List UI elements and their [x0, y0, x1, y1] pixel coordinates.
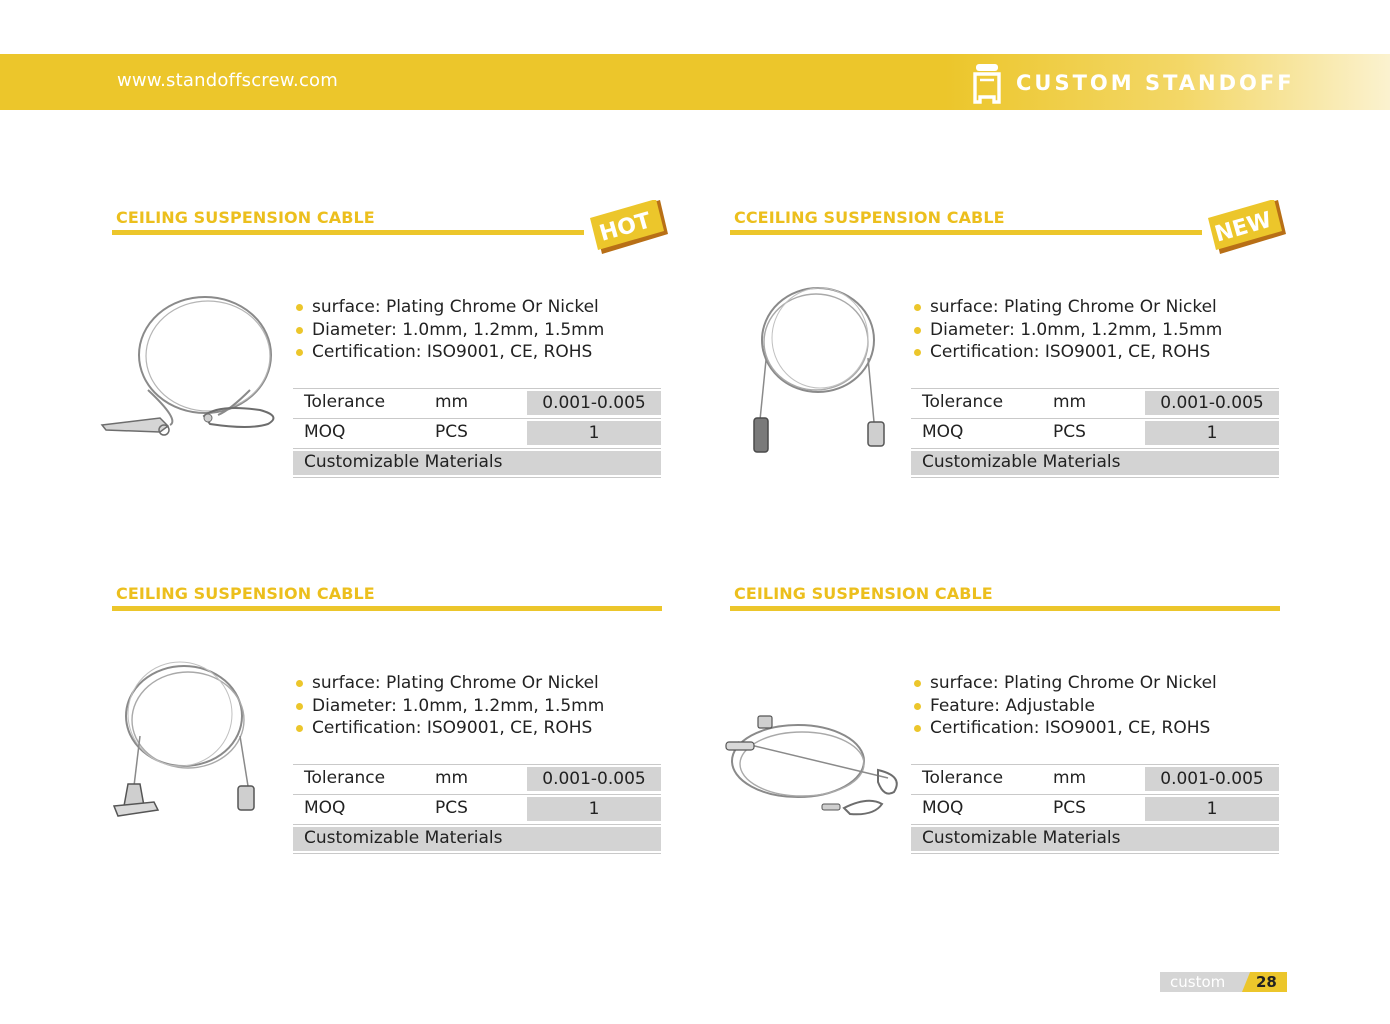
title-underline — [730, 606, 1280, 611]
product-title: CCEILING SUSPENSION CABLE — [734, 208, 1005, 227]
spec-table — [911, 764, 1279, 854]
adjustable-cable-with-hooks-image — [718, 656, 908, 846]
spec-row-tolerance: Tolerance mm 0.001-0.005 — [911, 388, 1279, 418]
feature-list — [914, 672, 1217, 740]
title-underline — [112, 230, 584, 235]
page-number: 28 — [1256, 973, 1277, 991]
product-title: CEILING SUSPENSION CABLE — [116, 208, 375, 227]
spec-row-moq: MOQ PCS 1 — [293, 794, 661, 824]
bullet-icon — [914, 327, 921, 334]
spec-row-moq: MOQ PCS 1 — [911, 418, 1279, 448]
bullet-icon — [914, 349, 921, 356]
feature-item: Certification: ISO9001, CE, ROHS — [296, 341, 604, 364]
product-title: CEILING SUSPENSION CABLE — [116, 584, 375, 603]
bullet-icon — [296, 349, 303, 356]
feature-item: Feature: Adjustable — [914, 695, 1217, 718]
svg-text:NEW: NEW — [1212, 207, 1275, 248]
product-card-3 — [100, 576, 680, 876]
feature-item: Diameter: 1.0mm, 1.2mm, 1.5mm — [914, 319, 1222, 342]
feature-item: Diameter: 1.0mm, 1.2mm, 1.5mm — [296, 695, 604, 718]
bullet-icon — [914, 680, 921, 687]
feature-item: Certification: ISO9001, CE, ROHS — [914, 341, 1222, 364]
product-title: CEILING SUSPENSION CABLE — [734, 584, 993, 603]
feature-item: surface: Plating Chrome Or Nickel — [914, 672, 1217, 695]
brand — [972, 62, 1295, 104]
spec-row-materials: Customizable Materials — [911, 448, 1279, 478]
standoff-logo-icon — [972, 62, 1002, 104]
spec-table — [293, 764, 661, 854]
title-underline — [730, 230, 1202, 235]
bullet-icon — [296, 725, 303, 732]
spec-row-tolerance: Tolerance mm 0.001-0.005 — [293, 388, 661, 418]
spec-row-moq: MOQ PCS 1 — [293, 418, 661, 448]
spec-table — [293, 388, 661, 478]
feature-item: surface: Plating Chrome Or Nickel — [296, 296, 604, 319]
bullet-icon — [914, 703, 921, 710]
title-underline — [112, 606, 662, 611]
bullet-icon — [914, 304, 921, 311]
bullet-icon — [296, 327, 303, 334]
page-tag-label: custom — [1170, 973, 1226, 991]
bullet-icon — [296, 703, 303, 710]
feature-list — [296, 672, 604, 740]
spec-row-materials: Customizable Materials — [911, 824, 1279, 854]
hot-badge — [584, 200, 670, 254]
cable-with-base-bracket-image — [100, 656, 290, 846]
feature-list — [914, 296, 1222, 364]
spec-table — [911, 388, 1279, 478]
product-card-1 — [100, 200, 680, 500]
spec-row-materials: Customizable Materials — [293, 824, 661, 854]
feature-item: Certification: ISO9001, CE, ROHS — [296, 717, 604, 740]
page-number-tag — [1160, 972, 1287, 992]
spec-row-tolerance: Tolerance mm 0.001-0.005 — [911, 764, 1279, 794]
feature-item: surface: Plating Chrome Or Nickel — [914, 296, 1222, 319]
feature-list — [296, 296, 604, 364]
feature-item: Diameter: 1.0mm, 1.2mm, 1.5mm — [296, 319, 604, 342]
cable-with-hook-clips-image — [100, 280, 290, 470]
bullet-icon — [914, 725, 921, 732]
new-badge — [1202, 200, 1288, 254]
spec-row-materials: Customizable Materials — [293, 448, 661, 478]
spec-row-tolerance: Tolerance mm 0.001-0.005 — [293, 764, 661, 794]
spec-row-moq: MOQ PCS 1 — [911, 794, 1279, 824]
bullet-icon — [296, 680, 303, 687]
product-card-4 — [718, 576, 1298, 876]
bullet-icon — [296, 304, 303, 311]
site-url[interactable]: www.standoffscrew.com — [117, 70, 339, 91]
svg-text:HOT: HOT — [596, 208, 654, 247]
feature-item: surface: Plating Chrome Or Nickel — [296, 672, 604, 695]
brand-name: CUSTOM STANDOFF — [1016, 71, 1295, 95]
header-band — [0, 54, 1390, 110]
product-card-2 — [718, 200, 1298, 500]
cable-with-cylinder-ends-image — [718, 280, 908, 470]
feature-item: Certification: ISO9001, CE, ROHS — [914, 717, 1217, 740]
